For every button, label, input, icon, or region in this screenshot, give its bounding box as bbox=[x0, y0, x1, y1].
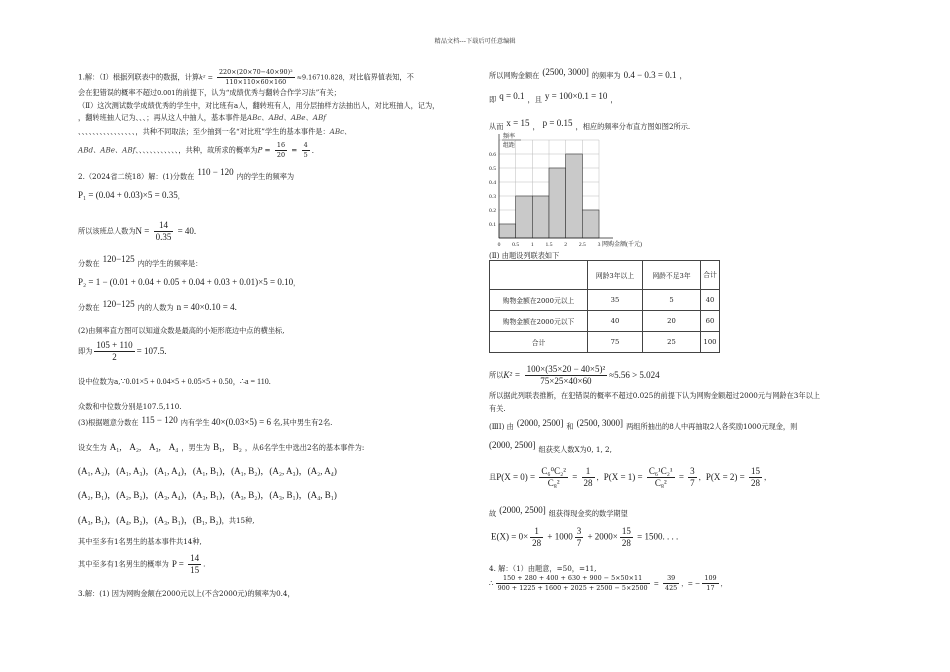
q2-line-n: 其中至多有1名男生的基本事件共14种, bbox=[78, 537, 202, 546]
table-cell: 购物金额在2000元以上 bbox=[490, 290, 588, 311]
frequency-histogram bbox=[485, 132, 685, 250]
q2-line-d: 分数在 120−125 内的学生的频率是： bbox=[78, 254, 203, 268]
table-cell: 35 bbox=[588, 290, 643, 311]
y-tick-label: 0.5 bbox=[489, 166, 496, 172]
q1-line-5: 、、、、、、、、、、、、、、、、，共种不同取法；至少抽到一名“对比班”学生的基本事件是：ABc、 bbox=[78, 127, 352, 136]
table-cell: 20 bbox=[643, 311, 701, 332]
q4-regression: ∴ $\frac{150 + 280 + 400 + 630 + 900 - 5\times 50\times 11}{900 + 1225 + 1600 + 2025 + 2500 - 5\times 2500}$ = $\frac{39}{425}$ ，= − $\frac{109}{17}$ ， bbox=[489, 574, 727, 592]
y-tick-label: 0.6 bbox=[489, 152, 496, 158]
q2-mode: 即为 $\frac{105 + 110}{2}$ = 107.5. bbox=[78, 340, 167, 362]
x-tick-label: 0 bbox=[497, 242, 501, 248]
contingency-table bbox=[489, 260, 720, 353]
q2-median: 设中位数为a,∵0.01×5 + 0.04×5 + 0.05×5 + 0.50，∴a = 110. bbox=[78, 377, 271, 386]
x-tick-label: 0.5 bbox=[512, 242, 520, 248]
table-row bbox=[490, 311, 720, 332]
q2-line-k: (3)根据题意分数在 115 − 120 内有学生 40×(0.03×5) = 6 名,其中男生有2名. bbox=[78, 415, 333, 427]
q2-prob: 其中至多有1名男生的概率为 P = $\frac{14}{15}$ . bbox=[78, 553, 206, 575]
y-tick-label: 0.3 bbox=[489, 194, 496, 200]
table-cell: 40 bbox=[588, 311, 643, 332]
r-line-3: 从而 x = 15 ， p = 0.15 ，相应的频率分布直方图如图2所示. bbox=[489, 118, 691, 131]
r-line-10: 故 (2000, 2500] 组获得现金奖的数学期望 bbox=[489, 505, 628, 518]
q1-line-4: ，翻转班抽人记为、、、；再从这人中抽人，基本事件是ABc、ABd、ABe、ABf bbox=[78, 113, 326, 122]
y-axis-label: 组距 bbox=[503, 143, 516, 149]
q2-line-l: 设女生为 A₁, A₂, A₃, A₄ ，男生为 B₁, B₂ ，从6名学生中选出2名的基本事件为: bbox=[78, 442, 365, 452]
r-line-8: (2000, 2500] 组获奖人数X为0, 1, 2, bbox=[489, 440, 612, 454]
histogram-bar bbox=[516, 196, 533, 238]
r-line-7: (ⅢI) 由 (2000, 2500] 和 (2500, 3000] 两组所抽出的8人中再抽取2人各奖励1000元现金，则 bbox=[489, 418, 798, 431]
q2-total: 所以该班总人数为N = $\frac{14}{0.35}$ = 40. bbox=[78, 220, 197, 242]
table-cell: 合计 bbox=[701, 261, 720, 290]
table-cell: 购物金额在2000元以下 bbox=[490, 311, 588, 332]
table-cell: 合计 bbox=[490, 332, 588, 353]
table-row bbox=[490, 332, 720, 353]
r-line-6b: 有关. bbox=[489, 404, 506, 413]
q1-line-6: ABd、ABe、ABf、、、、、、、、、、、、，共种，故所求的概率为P = $\frac{16}{20}$ = $\frac{4}{5}$ ． bbox=[78, 141, 319, 159]
q1-line-3: （Ⅱ）这次测试数学成绩优秀的学生中，对比班有a人，翻转班有人，用分层抽样方法抽出人，对比班抽人，记为， bbox=[78, 101, 440, 110]
q3-line-a: 3.解：(1) 因为网购金额在2000元以上(不含2000元)的频率为0.4， bbox=[78, 589, 295, 598]
table-cell bbox=[490, 261, 588, 290]
table-cell: 100 bbox=[701, 332, 720, 353]
events-row-2: (A₂, B₁)，(A₂, B₂)，(A₃, A₄)，(A₃, B₁)，(A₃, B₂)，(A₃, B₁)，(A₄, B₁) bbox=[78, 490, 337, 500]
table-cell: 网龄不足3年 bbox=[643, 261, 701, 290]
q2-line-1: 2.（2024省二统18）解：(1)分数在 110 − 120 内的学生的频率为 bbox=[78, 167, 295, 181]
r-line-4: (Ⅱ) 由题设列联表如下 bbox=[489, 251, 560, 260]
histogram-bar bbox=[549, 168, 566, 238]
x-tick-label: 1.5 bbox=[545, 242, 553, 248]
histogram-bar bbox=[499, 224, 516, 238]
events-row-1: (A₁, A₂)，(A₁, A₃)，(A₁, A₄)，(A₁, B₁)，(A₁, B₂)，(A₂, A₃)，(A₂, A₄) bbox=[78, 466, 337, 476]
r-line-6a: 所以据此列联表推断，在犯错误的概率不超过0.025的前提下认为网购金额超过2000元与网龄在3年以上 bbox=[489, 391, 820, 400]
histogram-bar bbox=[566, 154, 583, 238]
table-cell: 75 bbox=[588, 332, 643, 353]
r-expectation: E(X) = 0× $\frac{1}{28}$ + 1000 $\frac{3}{7}$ + 2000× $\frac{15}{28}$ = 1500. . . . bbox=[491, 526, 679, 548]
histogram-bar bbox=[582, 210, 599, 238]
q2-line-f: 分数在 120−125 内的人数为 n = 40×0.10 = 4. bbox=[78, 299, 237, 312]
x-axis-label: 网购金额(千元) bbox=[602, 242, 642, 248]
y-tick-label: 0.1 bbox=[489, 222, 496, 228]
r-k2: 所以K² = $\frac{\text{100×(35×20 − 40×5)²}}{75\times 25\times 40\times 60}$ ≈5.56 > 5.024 bbox=[489, 364, 660, 386]
q2-p1: P₁ = (0.04 + 0.03)×5 = 0.35， bbox=[78, 190, 185, 200]
q4-line-1: 4. 解：（1）由题意，=50，=11, bbox=[489, 564, 597, 573]
table-cell: 25 bbox=[643, 332, 701, 353]
table-cell: 网龄3年以上 bbox=[588, 261, 643, 290]
x-tick-label: 3 bbox=[597, 242, 601, 248]
y-axis-label: 频率 bbox=[503, 134, 516, 140]
q1-line-2: 会在犯错误的概率不超过0.001的前提下，认为“成绩优秀与翻转合作学习法”有关； bbox=[78, 88, 341, 97]
x-tick-label: 2 bbox=[564, 242, 568, 248]
histogram-bar bbox=[532, 196, 549, 238]
table-row bbox=[490, 290, 720, 311]
page-header: 精品文档---下载后可任意编辑 bbox=[434, 38, 516, 45]
table-header-row bbox=[490, 261, 720, 290]
x-tick-label: 2.5 bbox=[578, 242, 586, 248]
r-line-1: 所以网购金额在 (2500, 3000] 的频率为 0.4 − 0.3 = 0.1 ， bbox=[489, 67, 687, 80]
r-line-2: 即 q = 0.1 ，且 y = 100×0.1 = 10 ， bbox=[489, 91, 618, 104]
y-tick-label: 0.4 bbox=[489, 180, 496, 186]
q1-line-1: 1.解：（Ⅰ）根据列联表中的数据，计算k² = $\frac{\text{220×(20×70−40×90)²}}{110\times 110\times 60\times 160}$ ≈9.16710.828，对比临界值表知，不 bbox=[78, 68, 414, 86]
table-cell: 5 bbox=[643, 290, 701, 311]
x-tick-label: 1 bbox=[530, 242, 534, 248]
q2-line-j: 众数和中位数分别是107.5,110. bbox=[78, 402, 182, 411]
r-probs: 且P(X = 0) = $\frac{\text{C₆⁰C₂²}}{\text{C₈²}}$ = $\frac{1}{28}$ ，P(X = 1) = $\frac{\text{C₆¹C₂¹}}{\text{C₈²}}$ = $\frac{3}{7}$ ，P(X = 2) = $\frac{15}{28}$ ， bbox=[489, 466, 772, 488]
table-cell: 40 bbox=[701, 290, 720, 311]
y-tick-label: 0.2 bbox=[489, 208, 496, 214]
q2-line-g: (2)由频率直方图可以知道众数是最高的小矩形底边中点的横坐标, bbox=[78, 326, 285, 335]
table-cell: 60 bbox=[701, 311, 720, 332]
events-row-3: (A₃, B₁)，(A₄, B₂)，(A₃, B₁)，(B₁, B₂)，共15种, bbox=[78, 515, 255, 525]
q2-p2: P₂ = 1 − (0.01 + 0.04 + 0.05 + 0.04 + 0.03 + 0.01)×5 = 0.10， bbox=[78, 277, 300, 287]
